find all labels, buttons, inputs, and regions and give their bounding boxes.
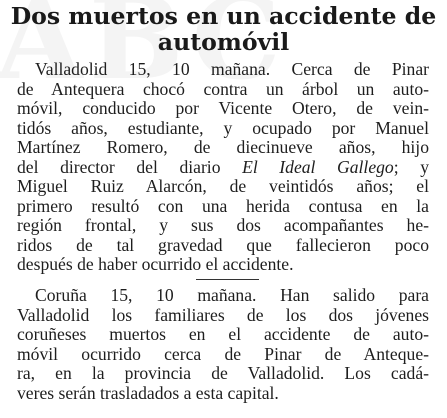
section-divider xyxy=(196,279,259,280)
text-line: ra, en la provincia de Valladolid. Los cadá- xyxy=(17,363,429,383)
text-line: de Antequera chocó contra un árbol un auto- xyxy=(17,78,429,99)
text-line: después de haber ocurrido el accidente. xyxy=(17,254,294,274)
headline-line: automóvil xyxy=(157,28,290,56)
text-line: veres serán trasladados a esta capital. xyxy=(17,382,279,403)
text-line: primero resultó con una herida contusa en la xyxy=(17,195,429,216)
text-line: móvil, conducido por Vicente Otero, de vein- xyxy=(17,98,429,118)
headline-line: Dos muertos en un accidente de xyxy=(10,2,437,30)
text-line: región frontal, y sus dos acompañantes he- xyxy=(17,215,429,235)
text-line: Coruña 15, 10 mañana. Han salido para xyxy=(35,285,429,305)
paragraph-valladolid xyxy=(17,60,429,275)
paragraph-coruna xyxy=(17,286,429,403)
text-line: ridos de tal gravedad que fallecieron poco xyxy=(17,234,429,255)
text-line: tidós años, estudiante, y ocupado por Manuel xyxy=(17,117,429,138)
text-segment: del director del diario xyxy=(17,156,243,177)
text-segment: ; y xyxy=(393,156,429,177)
text-line: coruñeses muertos en el accidente de auto- xyxy=(17,324,429,344)
text-line: Valladolid los familiares de los dos jóvenes xyxy=(17,304,429,325)
text-line: Miguel Ruiz Alarcón, de veintidós años; el xyxy=(17,176,429,196)
headline xyxy=(0,3,447,55)
text-line: Valladolid 15, 10 mañana. Cerca de Pinar xyxy=(35,59,429,79)
newspaper-name: El Ideal Gallego xyxy=(242,156,394,177)
text-line: Martínez Romero, de diecinueve años, hijo xyxy=(17,137,429,157)
text-line: móvil ocurrido cerca de Pinar de Anteque- xyxy=(17,343,429,364)
text-line xyxy=(17,158,429,178)
